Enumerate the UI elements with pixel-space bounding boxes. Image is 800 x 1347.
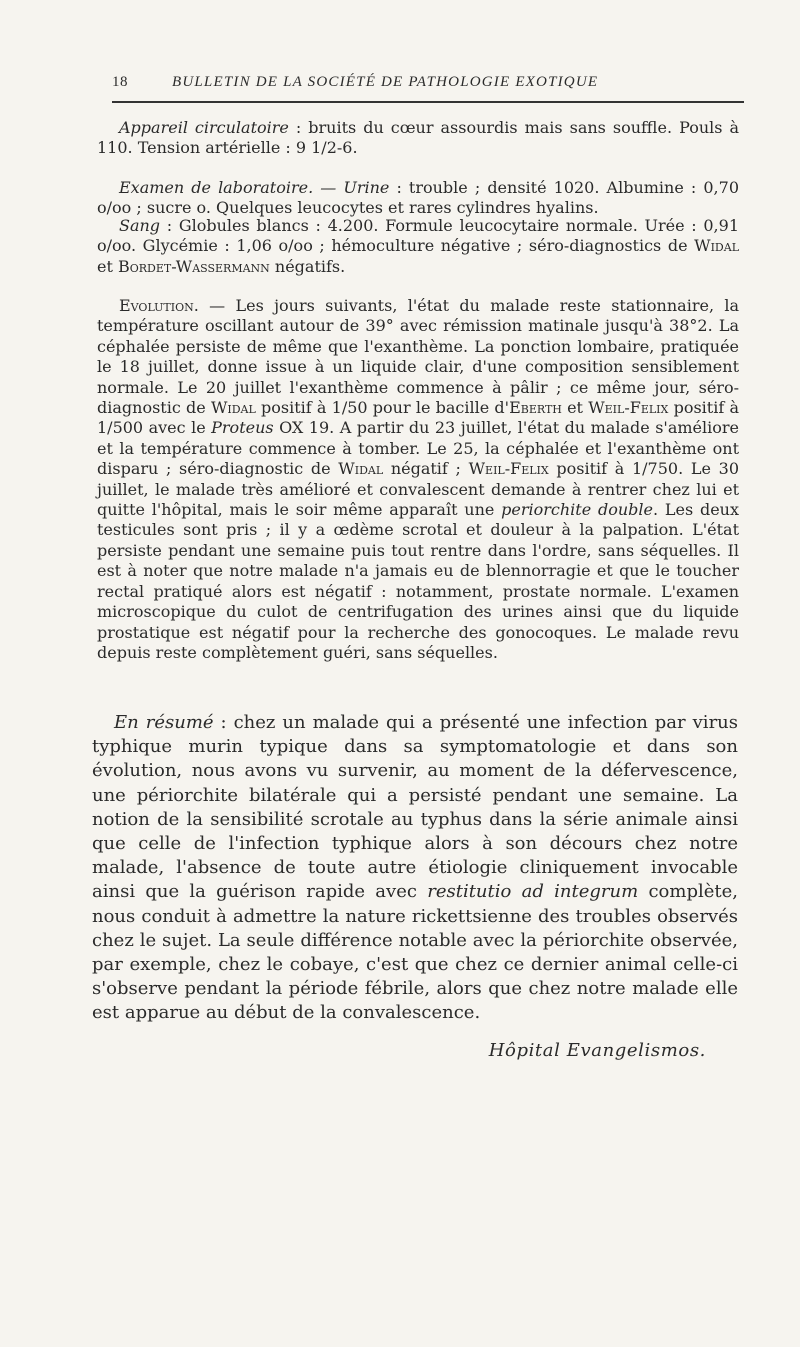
evolution-text-4: positif à 1/500 avec le	[97, 398, 739, 438]
widal-name: Widal	[210, 398, 256, 418]
proteus-name: Proteus	[211, 418, 274, 438]
circulatory-label: Appareil circulatoire	[119, 118, 289, 137]
blood-text-3: négatifs.	[269, 256, 346, 276]
paragraph-laboratory	[97, 178, 739, 219]
weil-felix-name: Weil-Felix	[588, 398, 669, 418]
journal-title: BULLETIN DE LA SOCIÉTÉ DE PATHOLOGIE EXOTIQUE	[172, 74, 599, 90]
page-number: 18	[112, 74, 128, 90]
paragraph-summary	[92, 711, 738, 1026]
eberth-name: Eberth	[509, 398, 562, 418]
summary-label: En résumé	[114, 712, 214, 733]
summary-text-1: : chez un malade qui a présenté une infection par virus typhique murin typique dans sa symptomatologie et dans son évolution, nous avons vu survenir, au moment de la défervescence, une périorchite bilatérale qui a persisté pendant une semaine. La notion de la sensibilité scrotale au typhus dans la série animale ainsi que celle de l'infection typhique alors à son décours chez notre malade, l'absence de toute autre étiologie cliniquement invocable ainsi que la guérison rapide avec	[92, 712, 739, 903]
evolution-text-1: — Les jours suivants, l'état du malade reste stationnaire, la température oscillant autour de 39° avec rémission matinale jusqu'à 38°2. La céphalée persiste de même que l'exanthème. La ponction lombaire, pratiquée le 18 juillet, donne issue à un liquide clair, d'une composition sensiblement normale. Le 20 juillet l'exanthème commence à pâlir ; ce même jour, séro-diagnostic de	[97, 296, 739, 418]
laboratory-label: Examen de laboratoire. — Urine	[119, 178, 390, 197]
evolution-text-3: et	[561, 398, 589, 418]
laboratory-text: : trouble ; densité 1020. Albumine : 0,70 o/oo ; sucre o. Quelques leucocytes et rares cylindres hyalins.	[97, 178, 739, 218]
blood-text-1: : Globules blancs : 4.200. Formule leucocytaire normale. Urée : 0,91 o/oo. Glycémie : 1,06 o/oo ; hémoculture négative ; séro-diagnostics de	[97, 216, 739, 256]
periorchite-term: periorchite double	[501, 500, 653, 520]
paragraph-evolution	[97, 296, 739, 663]
weil-felix-name: Weil-Felix	[468, 459, 549, 479]
paragraph-circulatory	[97, 118, 739, 159]
running-header	[112, 74, 744, 98]
widal-name: Widal	[338, 459, 384, 479]
evolution-text-5: OX 19. A partir du 23 juillet, l'état du malade s'améliore et la température commence à tomber. Le 25, la céphalée et l'exanthème ont disparu ; séro-diagnostic de	[97, 418, 739, 479]
paragraph-blood	[97, 216, 739, 277]
blood-label: Sang	[119, 216, 161, 235]
evolution-text-6: négatif ;	[383, 459, 469, 479]
blood-text-2: et	[97, 256, 118, 276]
evolution-text-2: positif à 1/50 pour le bacille d'	[255, 398, 510, 418]
evolution-text-7: positif à 1/750. Le 30 juillet, le malade très amélioré et convalescent demande à rentrer chez lui et quitte l'hôpital, mais le soir même apparaît une	[97, 459, 739, 520]
evolution-label: Evolution.	[119, 296, 199, 315]
widal-name: Widal	[694, 236, 739, 256]
evolution-text-8: . Les deux testicules sont pris ; il y a œdème scrotal et douleur à la palpation. L'état persiste pendant une semaine puis tout rentre dans l'ordre, sans séquelles. Il est à noter que notre malade n'a jamais eu de blennorragie et que le toucher rectal pratiqué alors est négatif : notamment, prostate normale. L'examen microscopique du culot de centrifugation des urines ainsi que du liquide prostatique est négatif pour la recherche des gonocoques. Le malade revu depuis reste complètement guéri, sans séquelles.	[97, 500, 739, 662]
bordet-wassermann-name: Bordet-Wassermann	[117, 256, 270, 276]
summary-text-2: complète, nous conduit à admettre la nature rickettsienne des troubles observés chez le sujet. La seule différence notable avec la périorchite observée, par exemple, chez le cobaye, c'est que chez ce dernier animal celle-ci s'observe pendant la période fébrile, alors que chez notre malade elle est apparue au début de la convalescence.	[92, 881, 739, 1024]
restitutio-term: restitutio ad integrum	[427, 881, 639, 903]
signature: Hôpital Evangelismos.	[488, 1040, 706, 1061]
header-rule	[112, 101, 744, 103]
circulatory-text: : bruits du cœur assourdis mais sans souffle. Pouls à 110. Tension artérielle : 9 1/2-6.	[97, 118, 739, 158]
